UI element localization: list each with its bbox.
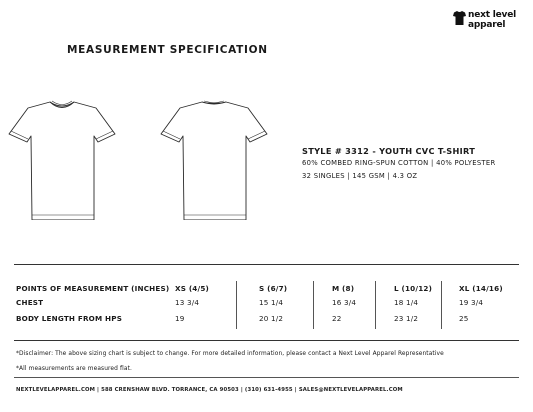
size-header-l: L (10/12) (394, 284, 433, 293)
measurement-note: *All measurements are measured flat. (16, 366, 132, 372)
fabric-weight: 32 SINGLES | 145 GSM | 4.3 OZ (302, 172, 418, 180)
table-cell: 23 1/2 (394, 314, 419, 323)
fabric-composition: 60% COMBED RING-SPUN COTTON | 40% POLYESTER (302, 159, 496, 167)
divider-bottom (14, 377, 519, 378)
size-header-s: S (6/7) (259, 284, 288, 293)
table-header-label: POINTS OF MEASUREMENT (INCHES) (16, 284, 170, 293)
table-cell: 25 (459, 314, 469, 323)
tshirt-logo-icon (453, 11, 466, 25)
disclaimer-note: *Disclaimer: The above sizing chart is subject to change. For more detailed information, please contact a Next Level Apparel Representative (16, 351, 444, 357)
size-header-xl: XL (14/16) (459, 284, 503, 293)
tshirt-front-illustration (8, 96, 116, 220)
table-cell: 19 3/4 (459, 298, 484, 307)
table-cell: 18 1/4 (394, 298, 419, 307)
table-cell: 13 3/4 (175, 298, 200, 307)
logo-line-2: apparel (468, 20, 506, 30)
table-cell: 20 1/2 (259, 314, 284, 323)
column-divider (375, 281, 376, 329)
row-label-body-length: BODY LENGTH FROM HPS (16, 314, 123, 323)
table-cell: 16 3/4 (332, 298, 357, 307)
measurement-table (16, 281, 516, 331)
tshirt-back-illustration (160, 96, 268, 220)
page-title: MEASUREMENT SPECIFICATION (67, 44, 268, 56)
table-cell: 19 (175, 314, 185, 323)
column-divider (441, 281, 442, 329)
logo-line-1: next level (468, 10, 516, 20)
size-header-m: M (8) (332, 284, 355, 293)
size-header-xs: XS (4/5) (175, 284, 210, 293)
footer-contact: NEXTLEVELAPPAREL.COM | 588 CRENSHAW BLVD. TORRANCE, CA 90503 | (310) 631-4955 | SALES@NEXTLEVELAPPAREL.COM (16, 387, 403, 393)
column-divider (313, 281, 314, 329)
style-title: STYLE # 3312 - YOUTH CVC T-SHIRT (302, 146, 476, 156)
column-divider (236, 281, 237, 329)
row-label-chest: CHEST (16, 298, 44, 307)
brand-logo (453, 10, 529, 38)
table-cell: 15 1/4 (259, 298, 284, 307)
divider-top (14, 264, 519, 265)
divider-middle (14, 340, 519, 341)
table-cell: 22 (332, 314, 342, 323)
